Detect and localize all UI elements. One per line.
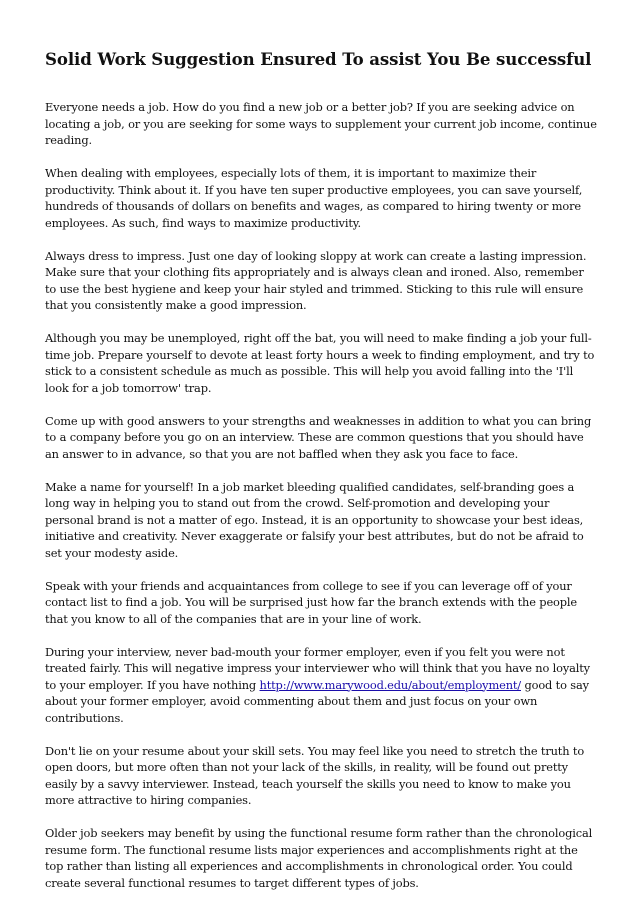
paragraph-with-link bbox=[45, 644, 597, 727]
paragraph: Speak with your friends and acquaintances from college to see if you can leverage off of your contact list to find a job. You will be surprised just how far the branch extends with the people that you know to all of the companies that are in your line of work. bbox=[45, 578, 577, 626]
paragraph: Although you may be unemployed, right off the bat, you will need to make finding a job your full-time job. Prepare yourself to devote at least forty hours a week to finding employment, and try to stick to a consistent schedule as much as possible. This will help you avoid falling into the 'I'll look for a job tomorrow' trap. bbox=[45, 331, 595, 395]
paragraph: When dealing with employees, especially lots of them, it is important to maximize their productivity. Think about it. If you have ten super productive employees, you can save yourself, hundreds of thousands of dollars on benefits and wages, as compared to hiring twenty or more employees. As such, find ways to maximize productivity. bbox=[45, 166, 583, 230]
paragraph: Come up with good answers to your strengths and weaknesses in addition to what you can bring to a company before you go on an interview. These are common questions that you should have an answer to in advance, so that you are not baffled when they ask you face to face. bbox=[45, 413, 592, 461]
paragraph: Make a name for yourself! In a job market bleeding qualified candidates, self-branding goes a long way in helping you to stand out from the crowd. Self-promotion and developing your personal brand is not a matter of ego. Instead, it is an opportunity to showcase your best ideas, initiative and creativity. Never exaggerate or falsify your best attributes, but do not be afraid to set your modesty aside. bbox=[45, 479, 584, 560]
employment-link[interactable]: http://www.marywood.edu/about/employment/ bbox=[259, 677, 521, 692]
document-title: Solid Work Suggestion Ensured To assist You Be successful bbox=[45, 49, 592, 69]
paragraph-text-before-link: During your interview, never bad-mouth your former employer, even if you felt you were not treated fairly. This will negative impress your interviewer who will think that you have no loyalty to your employer. If you have nothing bbox=[45, 644, 590, 692]
paragraph-text-after-link: good to say about your former employer, avoid commenting about them and just focus on your own contributions. bbox=[45, 677, 589, 725]
document-page bbox=[45, 48, 597, 908]
paragraph: Don't lie on your resume about your skill sets. You may feel like you need to stretch the truth to open doors, but more often than not your lack of the skills, in reality, will be found out pretty easily by a savvy interviewer. Instead, teach yourself the skills you need to know to make you more attractive to hiring companies. bbox=[45, 743, 585, 807]
paragraph: Everyone needs a job. How do you find a new job or a better job? If you are seeking advice on locating a job, or you are seeking for some ways to supplement your current job income, continue reading. bbox=[45, 100, 597, 147]
paragraph: Older job seekers may benefit by using the functional resume form rather than the chronological resume form. The functional resume lists major experiences and accomplishments right at the top rather than listing all experiences and accomplishments in chronological order. You could create several functional resumes to target different types of jobs. bbox=[45, 826, 593, 890]
paragraph: Always dress to impress. Just one day of looking sloppy at work can create a lasting impression. Make sure that your clothing fits appropriately and is always clean and ironed. Also, remember to use the best hygiene and keep your hair styled and trimmed. Sticking to this rule will ensure that you consistently make a good impression. bbox=[45, 248, 587, 312]
